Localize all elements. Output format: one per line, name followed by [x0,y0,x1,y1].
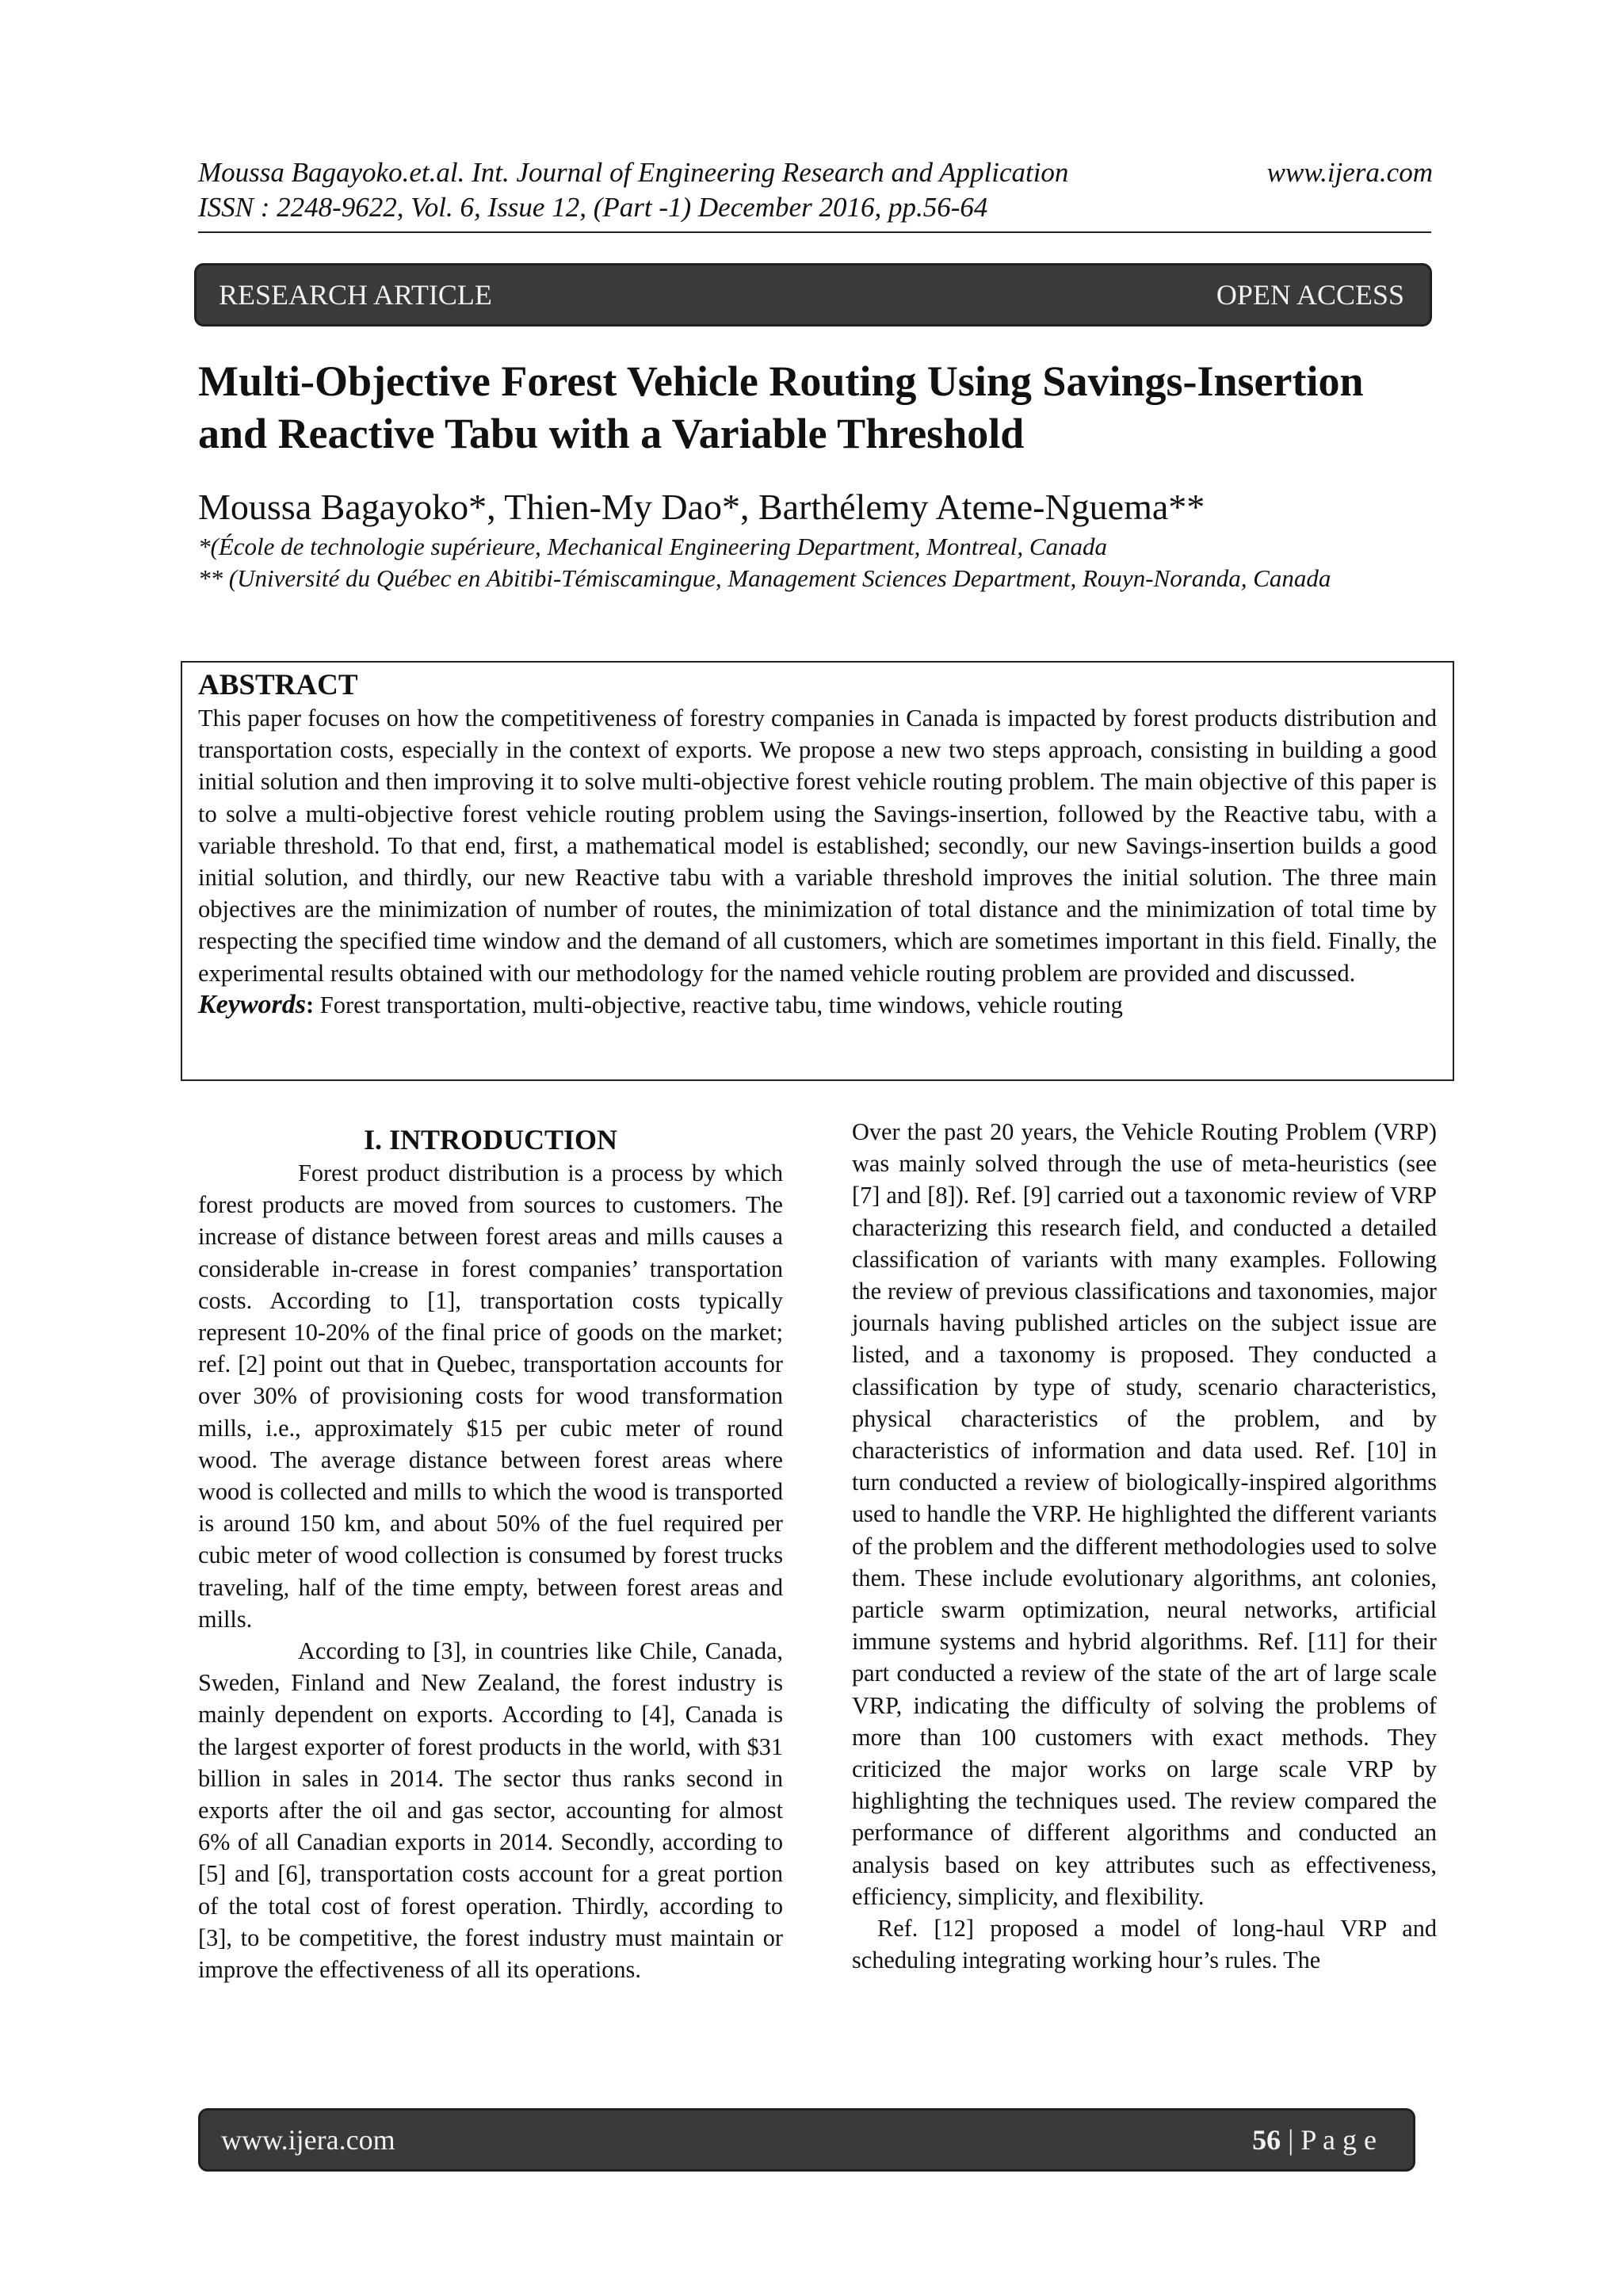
affiliation-1: *(École de technologie supérieure, Mechanical Engineering Department, Montreal, Canada [198,533,1107,560]
keywords-colon: : [306,991,315,1018]
intro-paragraph-4: Ref. [12] proposed a model of long-haul VRP and scheduling integrating working hour’s rules. The [852,1915,1437,1974]
research-article-label: RESEARCH ARTICLE [219,279,492,311]
intro-paragraph-2: According to [3], in countries like Chile, Canada, Sweden, Finland and New Zealand, the forest industry is mainly dependent on exports. According to [4], Canada is the largest exporter of forest products in the world, with $31 billion in sales in 2014. The sector thus ranks second in exports after the oil and gas sector, accounting for almost 6% of all Canadian exports in 2014. Secondly, according to [5] and [6], transportation costs account for a great portion of the total cost of forest operation. Thirdly, according to [3], to be competitive, the forest industry must maintain or improve the effectiveness of all its operations. [198,1637,783,1984]
keywords-text: Forest transportation, multi-objective, reactive tabu, time windows, vehicle routing [314,991,1123,1018]
paper-title: Multi-Objective Forest Vehicle Routing Using Savings-Insertion and Reactive Tabu with a Variable Threshold [198,357,1364,457]
author-list: Moussa Bagayoko*, Thien-My Dao*, Barthélemy Ateme-Nguema** [198,487,1205,527]
introduction-heading: I. INTRODUCTION [363,1124,618,1156]
keywords-label: Keywords [198,989,306,1019]
footer-url[interactable]: www.ijera.com [221,2124,395,2156]
abstract-heading: ABSTRACT [198,669,358,701]
intro-paragraph-1: Forest product distribution is a process by which forest products are moved from sources to customers. The increase of distance between forest areas and mills causes a considerable in-crease in forest companies’ transportation costs. According to [1], transportation costs typically represent 10-20% of the final price of goods on the market; ref. [2] point out that in Quebec, transportation accounts for over 30% of provisioning costs for wood transformation mills, i.e., approximately $15 per cubic meter of round wood. The average distance between forest areas where wood is collected and mills to which the wood is transported is around 150 km, and about 50% of the fuel required per cubic meter of wood collection is consumed by forest trucks traveling, half of the time empty, between forest areas and mills. [198,1159,783,1633]
affiliation-2: ** (Université du Québec en Abitibi-Témiscamingue, Management Sciences Department, Rouyn-Noranda, Canada [198,564,1331,592]
right-column [852,1116,1437,1976]
abstract-text: This paper focuses on how the competitiveness of forestry companies in Canada is impacted by forest products distribution and transportation costs, especially in the context of exports. We propose a new two steps approach, consisting in building a good initial solution and then improving it to solve multi-objective forest vehicle routing problem. The main objective of this paper is to solve a multi-objective forest vehicle routing problem using the Savings-insertion, followed by the Reactive tabu, with a variable threshold. To that end, first, a mathematical model is established; secondly, our new Savings-insertion builds a good initial solution, and thirdly, our new Reactive tabu with a variable threshold improves the initial solution. The three main objectives are the minimization of number of routes, the minimization of total distance and the minimization of total time by respecting the specified time window and the demand of all customers, which are sometimes important in this field. Finally, the experimental results obtained with our methodology for the named vehicle routing problem are provided and discussed. [198,705,1437,987]
page-suffix: | P a g e [1281,2124,1377,2156]
abstract-box [181,661,1454,1081]
intro-paragraph-3: Over the past 20 years, the Vehicle Routing Problem (VRP) was mainly solved through the use of meta-heuristics (see [7] and [8]). Ref. [9] carried out a taxonomic review of VRP characterizing this research field, and conducted a detailed classification of variants with many examples. Following the review of previous classifications and taxonomies, major journals having published articles on the subject issue are listed, and a taxonomy is proposed. They conducted a classification by type of study, scenario characteristics, physical characteristics of the problem, and by characteristics of information and data used. Ref. [10] in turn conducted a review of biologically-inspired algorithms used to handle the VRP. He highlighted the different variants of the problem and the different methodologies used to solve them. These include evolutionary algorithms, ant colonies, particle swarm optimization, neural networks, artificial immune systems and hybrid algorithms. Ref. [11] for their part conducted a review of the state of the art of large scale VRP, indicating the difficulty of solving the problems of more than 100 customers with exact methods. They criticized the major works on large scale VRP by highlighting the techniques used. The review compared the performance of different algorithms and conducted an analysis based on key attributes such as effectiveness, efficiency, simplicity, and flexibility. [852,1118,1437,1910]
footer-banner [198,2108,1415,2172]
header-rule [198,231,1431,233]
page-number: 56 [1252,2124,1281,2156]
open-access-label: OPEN ACCESS [1216,279,1404,311]
running-header-url[interactable]: www.ijera.com [1266,157,1433,188]
keywords-line [198,989,1437,1021]
page-number-label [1252,2123,1377,2157]
running-header-journal: Moussa Bagayoko.et.al. Int. Journal of Engineering Research and Application [198,157,1069,188]
running-header-issn: ISSN : 2248-9622, Vol. 6, Issue 12, (Part -1) December 2016, pp.56-64 [198,192,988,223]
article-type-banner [194,263,1432,327]
left-column [198,1122,783,1985]
